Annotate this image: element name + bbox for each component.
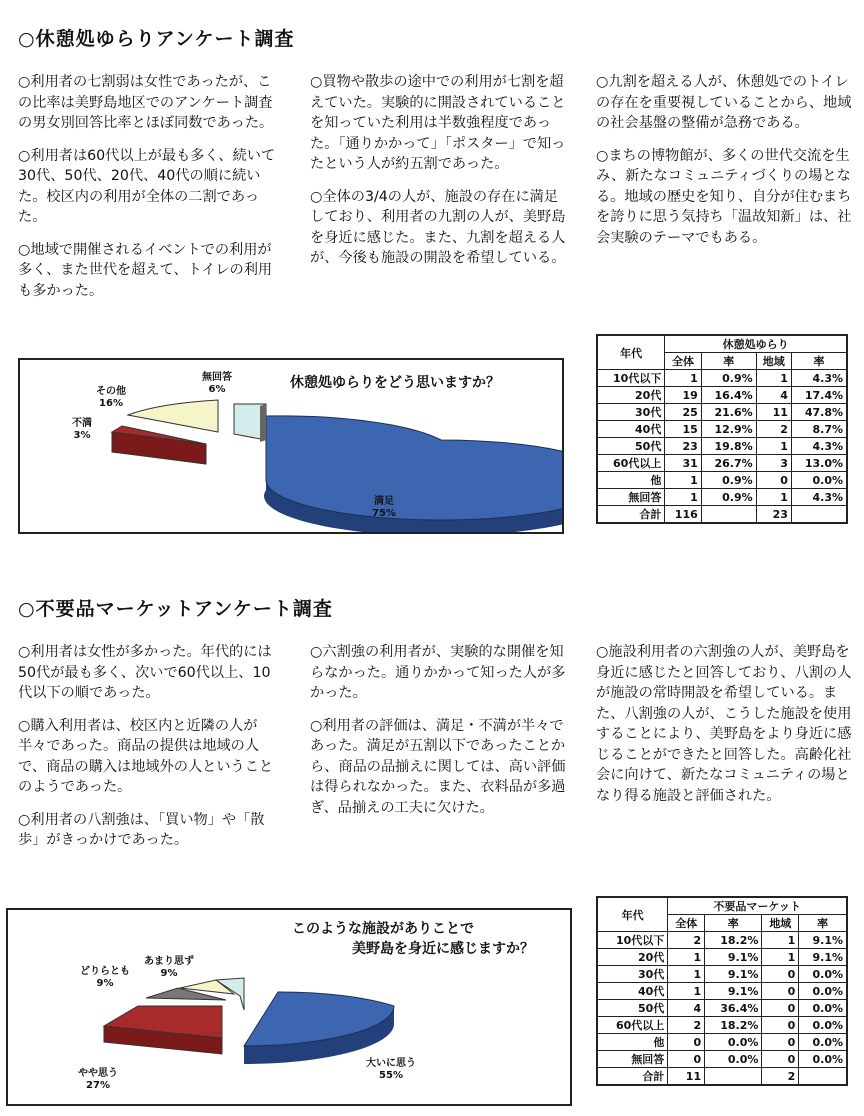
table-cell: 11 xyxy=(756,404,791,421)
label-pct: 9% xyxy=(96,978,114,989)
table-cell: 15 xyxy=(665,421,701,438)
header-rate: 率 xyxy=(701,353,756,370)
table-cell: 0 xyxy=(756,472,791,489)
table-cell: 0.0% xyxy=(799,983,847,1000)
table-row xyxy=(597,387,847,404)
table-row xyxy=(597,1068,847,1086)
table-cell: 2 xyxy=(668,932,705,949)
paragraph: ○施設利用者の六割強の人が、美野島を身近に感じたと回答しており、八割の人が施設の常時開設を希望している。また、八割強の人が、こうした施設を使用することにより、美野島をより身近に感じることができたと回答した。高齢化社会に向けて、新たなコミュニティの場となり得る施設と評価された。 xyxy=(596,644,852,804)
paragraph: ○利用者は女性が多かった。年代的には50代が最も多く、次いで60代以上、10代以下の順であった。 xyxy=(18,644,272,701)
label-name: 無回答 xyxy=(202,372,232,383)
table-cell-age: 10代以下 xyxy=(597,932,668,949)
table-cell: 4.3% xyxy=(791,489,847,506)
table-cell: 13.0% xyxy=(791,455,847,472)
label-no-answer xyxy=(202,372,232,396)
table-cell: 1 xyxy=(756,489,791,506)
header-group: 不要品マーケット xyxy=(668,897,847,915)
text-column-3 xyxy=(596,642,858,818)
chart-title-line-2: 美野島を身近に感じますか？ xyxy=(352,941,534,957)
table-cell-age: 30代 xyxy=(597,966,668,983)
table-cell: 1 xyxy=(665,472,701,489)
table-cell: 1 xyxy=(756,370,791,387)
table-cell-age: 50代 xyxy=(597,438,665,455)
label-pct: 9% xyxy=(160,968,178,979)
paragraph: ○利用者の七割弱は女性であったが、この比率は美野島地区でのアンケート調査の男女別回答比率とほぼ同数であった。 xyxy=(18,74,274,131)
header-rate: 率 xyxy=(705,915,762,932)
table-cell-age: 無回答 xyxy=(597,489,665,506)
table-cell-age: 20代 xyxy=(597,949,668,966)
table-cell xyxy=(799,1068,847,1086)
table-row xyxy=(597,1034,847,1051)
paragraph: ○九割を超える人が、休憩処でのトイレの存在を重要視していることから、地域の社会基盤の整備が急務である。 xyxy=(596,74,852,131)
table-row xyxy=(597,489,847,506)
pie-slice-satisfied xyxy=(266,416,562,520)
table-cell: 4.3% xyxy=(791,438,847,455)
table-row xyxy=(597,1017,847,1034)
paragraph: ○買物や散歩の途中での利用が七割を超えていた。実験的に開設されていることを知っていた利用は半数強程度であった。「通りかかって」「ポスター」で知ったという人が約五割であった。 xyxy=(310,74,566,172)
chart-title-line-1: このような施設がありことで xyxy=(292,921,474,937)
table-row xyxy=(597,949,847,966)
table-cell: 0.0% xyxy=(705,1034,762,1051)
paragraph: ○利用者の評価は、満足・不満が半々であった。満足が五割以下であったことから、商品の品揃えに関しては、高い評価は得られなかった。また、衣料品が多過ぎ、品揃えの工夫に欠けた。 xyxy=(310,717,566,816)
label-satisfied xyxy=(372,496,396,520)
table-cell: 23 xyxy=(756,506,791,524)
table-cell: 2 xyxy=(756,421,791,438)
table-cell: 4.3% xyxy=(791,370,847,387)
text-column-1 xyxy=(18,642,280,863)
table-cell: 36.4% xyxy=(705,1000,762,1017)
table-row xyxy=(597,404,847,421)
paragraph: ○まちの博物館が、多くの世代交流を生み、新たなコミュニティづくりの場となる。地域の歴史を知り、自分が住むまちを誇りに思う気持ち「温故知新」は、社会実験のテーマでもある。 xyxy=(596,147,852,246)
table-cell: 9.1% xyxy=(705,983,762,1000)
table-row xyxy=(597,455,847,472)
table-cell: 0 xyxy=(762,966,799,983)
table-row xyxy=(597,932,847,949)
text-column-2 xyxy=(310,72,572,281)
pie-slice-no-answer xyxy=(260,404,266,442)
table-row xyxy=(597,506,847,524)
table-cell: 1 xyxy=(665,370,701,387)
label-name: 不満 xyxy=(72,418,92,429)
table-cell: 19 xyxy=(665,387,701,404)
header-local: 地域 xyxy=(756,353,791,370)
table-cell-age: 合計 xyxy=(597,1068,668,1086)
table-cell: 26.7% xyxy=(701,455,756,472)
header-local: 地域 xyxy=(762,915,799,932)
header-group: 休憩処ゆらり xyxy=(665,335,847,353)
table-cell: 116 xyxy=(665,506,701,524)
table-cell-age: 他 xyxy=(597,1034,668,1051)
table-cell-age: 30代 xyxy=(597,404,665,421)
table-cell: 0 xyxy=(762,1017,799,1034)
table-cell: 1 xyxy=(665,489,701,506)
table-cell: 9.1% xyxy=(705,966,762,983)
table-cell: 0.0% xyxy=(791,472,847,489)
table-cell: 1 xyxy=(668,983,705,1000)
table-cell: 18.2% xyxy=(705,1017,762,1034)
pie-chart-yurari xyxy=(18,358,564,534)
table-cell: 0 xyxy=(668,1051,705,1068)
header-total: 全体 xyxy=(665,353,701,370)
table-cell xyxy=(791,506,847,524)
table-cell: 0 xyxy=(762,1051,799,1068)
chart-title: 休憩処ゆらりをどう思いますか？ xyxy=(290,375,500,391)
label-name: 大いに思う xyxy=(366,1058,416,1069)
text-column-1 xyxy=(18,72,280,313)
pie-chart-market xyxy=(6,908,572,1106)
table-cell: 0.0% xyxy=(799,1051,847,1068)
table-cell: 0.9% xyxy=(701,370,756,387)
table-cell: 0 xyxy=(762,1000,799,1017)
section-title-yurari: ○休憩処ゆらりアンケート調査 xyxy=(18,28,295,50)
label-pct: 75% xyxy=(372,508,396,519)
table-cell: 11 xyxy=(668,1068,705,1086)
table-cell: 0.0% xyxy=(705,1051,762,1068)
table-cell: 9.1% xyxy=(799,949,847,966)
label-dissatisfied xyxy=(72,418,92,442)
table-cell-age: 無回答 xyxy=(597,1051,668,1068)
table-cell: 1 xyxy=(762,949,799,966)
header-age: 年代 xyxy=(597,335,665,370)
table-cell-age: 40代 xyxy=(597,983,668,1000)
table-row xyxy=(597,1000,847,1017)
table-cell: 9.1% xyxy=(799,932,847,949)
table-cell: 0.0% xyxy=(799,966,847,983)
label-other xyxy=(96,386,126,410)
table-cell: 1 xyxy=(668,949,705,966)
table-cell: 31 xyxy=(665,455,701,472)
table-cell: 4 xyxy=(668,1000,705,1017)
label-name: その他 xyxy=(96,386,126,397)
table-cell: 0.0% xyxy=(799,1000,847,1017)
paragraph: ○利用者の八割強は、「買い物」や「散歩」がきっかけであった。 xyxy=(18,811,265,848)
table-cell: 0.9% xyxy=(701,472,756,489)
table-cell: 8.7% xyxy=(791,421,847,438)
label-name: どりらとも xyxy=(80,966,130,977)
label-pct: 16% xyxy=(99,398,123,409)
table-row xyxy=(597,438,847,455)
table-cell: 0.0% xyxy=(799,1017,847,1034)
section-title-market: ○不要品マーケットアンケート調査 xyxy=(18,598,333,620)
pie-slice-other xyxy=(128,400,218,432)
table-cell: 3 xyxy=(756,455,791,472)
table-row xyxy=(597,472,847,489)
table-cell: 0 xyxy=(668,1034,705,1051)
table-cell-age: 20代 xyxy=(597,387,665,404)
stats-table-market xyxy=(596,896,848,1086)
table-cell-age: 合計 xyxy=(597,506,665,524)
table-cell: 1 xyxy=(668,966,705,983)
table-cell: 19.8% xyxy=(701,438,756,455)
text-column-3 xyxy=(596,72,858,260)
table-cell: 23 xyxy=(665,438,701,455)
label-pct: 55% xyxy=(379,1070,403,1081)
label-pct: 27% xyxy=(86,1080,110,1091)
table-cell-age: 50代 xyxy=(597,1000,668,1017)
table-cell: 25 xyxy=(665,404,701,421)
table-row xyxy=(597,966,847,983)
table-cell: 17.4% xyxy=(791,387,847,404)
table-cell: 0.9% xyxy=(701,489,756,506)
text-column-2 xyxy=(310,642,572,830)
label-name: あまり思ず xyxy=(144,956,194,967)
label-neither xyxy=(80,966,130,990)
table-cell: 9.1% xyxy=(705,949,762,966)
label-somewhat xyxy=(78,1068,118,1092)
table-cell: 0 xyxy=(762,1034,799,1051)
table-cell: 16.4% xyxy=(701,387,756,404)
label-not-much xyxy=(144,956,194,980)
table-cell: 0.0% xyxy=(799,1034,847,1051)
table-cell-age: 他 xyxy=(597,472,665,489)
table-cell: 2 xyxy=(762,1068,799,1086)
stats-table-yurari xyxy=(596,334,848,524)
table-cell: 21.6% xyxy=(701,404,756,421)
paragraph: ○六割強の利用者が、実験的な開催を知らなかった。通りかかって知った人が多かった。 xyxy=(310,644,566,701)
table-cell xyxy=(701,506,756,524)
table-cell: 1 xyxy=(762,932,799,949)
paragraph: ○購入利用者は、校区内と近隣の人が半々であった。商品の提供は地域の人で、商品の購入は地域外の人ということのようであった。 xyxy=(18,717,274,795)
label-very-much xyxy=(366,1058,416,1082)
table-cell-age: 40代 xyxy=(597,421,665,438)
table-row xyxy=(597,1051,847,1068)
table-row xyxy=(597,370,847,387)
header-rate: 率 xyxy=(799,915,847,932)
table-cell: 47.8% xyxy=(791,404,847,421)
table-cell: 2 xyxy=(668,1017,705,1034)
label-name: やや思う xyxy=(78,1068,118,1079)
table-row xyxy=(597,421,847,438)
table-cell-age: 60代以上 xyxy=(597,455,665,472)
table-cell: 18.2% xyxy=(705,932,762,949)
header-rate: 率 xyxy=(791,353,847,370)
paragraph: ○利用者は60代以上が最も多く、続いて30代、50代、20代、40代の順に続いた。校区内の利用が全体の二割であった。 xyxy=(18,147,276,225)
table-cell: 0 xyxy=(762,983,799,1000)
table-cell xyxy=(705,1068,762,1086)
table-cell: 1 xyxy=(756,438,791,455)
table-row xyxy=(597,983,847,1000)
table-cell: 4 xyxy=(756,387,791,404)
header-total: 全体 xyxy=(668,915,705,932)
label-name: 満足 xyxy=(373,496,394,507)
table-cell: 12.9% xyxy=(701,421,756,438)
header-age: 年代 xyxy=(597,897,668,932)
table-cell-age: 10代以下 xyxy=(597,370,665,387)
table-cell-age: 60代以上 xyxy=(597,1017,668,1034)
label-pct: 6% xyxy=(208,384,226,395)
paragraph: ○地域で開催されるイベントでの利用が多く、また世代を超えて、トイレの利用も多かった。 xyxy=(18,241,273,299)
paragraph: ○全体の3/4の人が、施設の存在に満足しており、利用者の九割の人が、美野島を身近に感じた。また、九割を超える人が、今後も施設の開設を希望している。 xyxy=(310,188,566,266)
label-pct: 3% xyxy=(73,430,91,441)
